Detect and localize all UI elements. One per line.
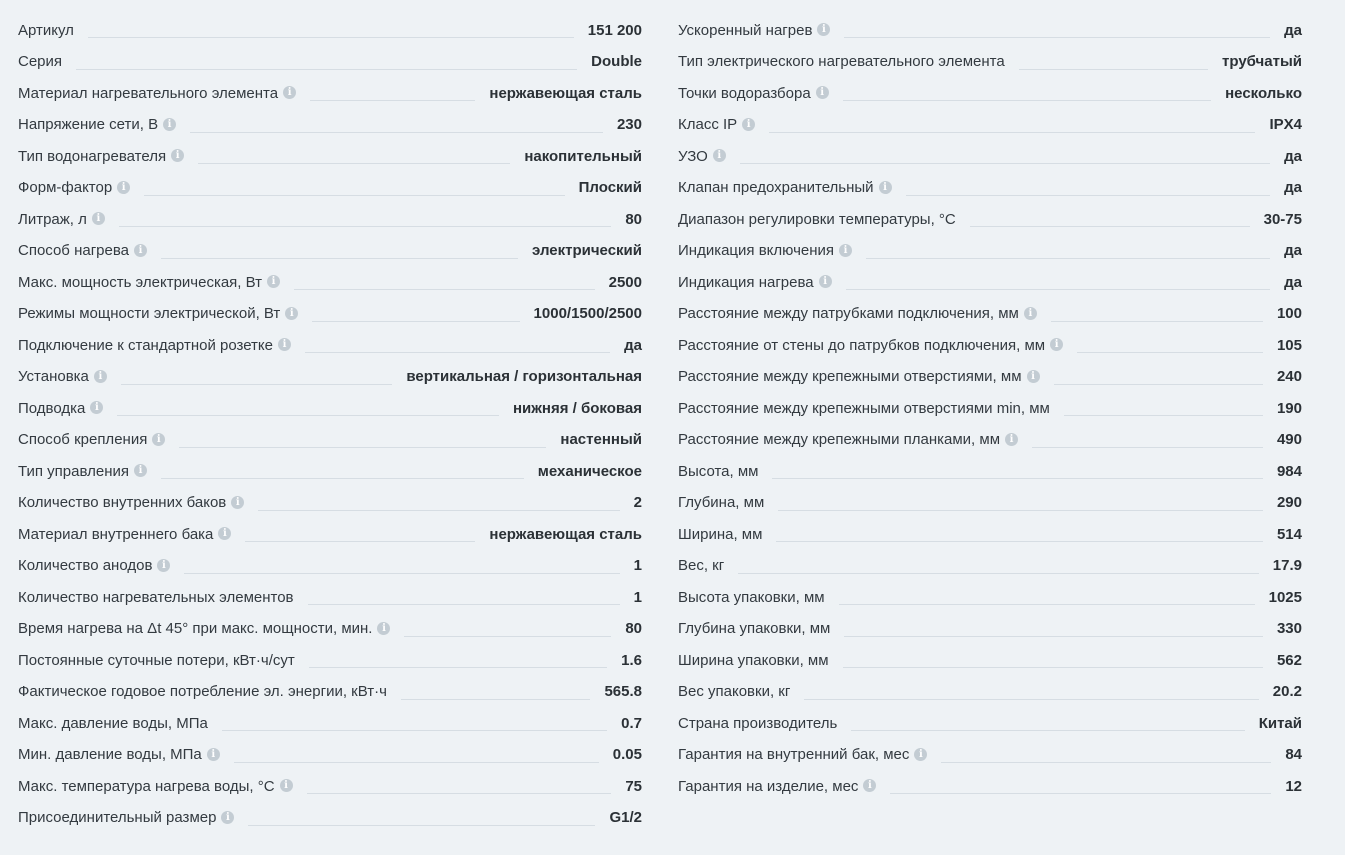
leader-line bbox=[1032, 447, 1263, 448]
info-icon[interactable]: i bbox=[134, 464, 147, 477]
spec-label bbox=[18, 589, 294, 607]
info-icon[interactable]: i bbox=[152, 433, 165, 446]
spec-label-text: Макс. мощность электрическая, Вт bbox=[18, 273, 263, 291]
spec-row bbox=[678, 551, 1302, 583]
spec-label bbox=[678, 179, 892, 197]
spec-row bbox=[678, 78, 1302, 110]
spec-label bbox=[678, 274, 832, 292]
spec-label bbox=[18, 337, 291, 355]
info-icon[interactable]: i bbox=[117, 181, 130, 194]
leader-line bbox=[769, 132, 1255, 133]
spec-label bbox=[18, 22, 74, 40]
leader-line bbox=[245, 541, 475, 542]
spec-label-text: Вес, кг bbox=[678, 557, 725, 575]
spec-label-text: Способ нагрева bbox=[18, 242, 129, 260]
spec-label bbox=[18, 179, 130, 197]
spec-row bbox=[678, 299, 1302, 331]
spec-row bbox=[18, 267, 642, 299]
spec-value: 100 bbox=[1276, 305, 1302, 323]
leader-line bbox=[843, 667, 1263, 668]
spec-label bbox=[18, 116, 176, 134]
spec-value: несколько bbox=[1225, 84, 1302, 102]
info-icon[interactable]: i bbox=[1027, 370, 1040, 383]
spec-value: 230 bbox=[616, 116, 642, 134]
spec-row bbox=[18, 78, 642, 110]
info-icon[interactable]: i bbox=[817, 23, 830, 36]
spec-label bbox=[18, 778, 293, 796]
leader-line bbox=[248, 825, 595, 826]
info-icon[interactable]: i bbox=[742, 118, 755, 131]
spec-row bbox=[18, 393, 642, 425]
leader-line bbox=[310, 100, 475, 101]
spec-value: нержавеющая сталь bbox=[489, 525, 642, 543]
leader-line bbox=[119, 226, 611, 227]
spec-row bbox=[18, 141, 642, 173]
spec-label-text: Страна производитель bbox=[678, 714, 838, 732]
spec-label-text: Ширина, мм bbox=[678, 525, 763, 543]
spec-label-text: Высота, мм bbox=[678, 462, 759, 480]
spec-value: 2 bbox=[633, 494, 642, 512]
info-icon[interactable]: i bbox=[92, 212, 105, 225]
info-icon[interactable]: i bbox=[94, 370, 107, 383]
spec-label bbox=[678, 715, 837, 733]
spec-row bbox=[678, 173, 1302, 205]
spec-row bbox=[678, 425, 1302, 457]
leader-line bbox=[851, 730, 1244, 731]
spec-row bbox=[678, 393, 1302, 425]
spec-label-text: Тип водонагревателя bbox=[18, 147, 167, 165]
leader-line bbox=[890, 793, 1271, 794]
spec-label bbox=[678, 463, 758, 481]
spec-row bbox=[678, 519, 1302, 551]
leader-line bbox=[161, 258, 518, 259]
spec-value: 290 bbox=[1276, 494, 1302, 512]
spec-label bbox=[18, 683, 387, 701]
spec-value: накопительный bbox=[524, 147, 642, 165]
spec-value: 30-75 bbox=[1263, 210, 1302, 228]
spec-row bbox=[18, 551, 642, 583]
spec-value: 151 200 bbox=[587, 21, 642, 39]
spec-row bbox=[18, 425, 642, 457]
spec-value: 84 bbox=[1285, 746, 1302, 764]
spec-label-text: Класс IP bbox=[678, 116, 738, 134]
info-icon[interactable]: i bbox=[816, 86, 829, 99]
info-icon[interactable]: i bbox=[163, 118, 176, 131]
leader-line bbox=[294, 289, 595, 290]
leader-line bbox=[1064, 415, 1263, 416]
spec-value: да bbox=[1284, 147, 1302, 165]
spec-value: трубчатый bbox=[1222, 53, 1302, 71]
spec-value: 80 bbox=[625, 620, 642, 638]
spec-value: 1 bbox=[633, 557, 642, 575]
spec-label bbox=[678, 589, 825, 607]
spec-label bbox=[18, 400, 103, 418]
spec-value: 17.9 bbox=[1272, 557, 1302, 575]
spec-label bbox=[678, 778, 876, 796]
info-icon[interactable]: i bbox=[863, 779, 876, 792]
leader-line bbox=[161, 478, 524, 479]
spec-label bbox=[18, 463, 147, 481]
spec-value: вертикальная / горизонтальная bbox=[406, 368, 642, 386]
spec-value: да bbox=[1284, 21, 1302, 39]
spec-value: Плоский bbox=[578, 179, 642, 197]
spec-value: 1.6 bbox=[621, 651, 642, 669]
spec-label bbox=[18, 746, 220, 764]
spec-row bbox=[678, 141, 1302, 173]
spec-value: 490 bbox=[1276, 431, 1302, 449]
leader-line bbox=[144, 195, 564, 196]
leader-line bbox=[309, 667, 607, 668]
spec-value: 1 bbox=[633, 588, 642, 606]
spec-label-text: Количество нагревательных элементов bbox=[18, 588, 294, 606]
spec-row bbox=[678, 708, 1302, 740]
spec-row bbox=[18, 236, 642, 268]
specs-column-left bbox=[18, 15, 642, 834]
spec-row bbox=[18, 582, 642, 614]
spec-row bbox=[18, 204, 642, 236]
info-icon[interactable]: i bbox=[231, 496, 244, 509]
spec-label-text: Серия bbox=[18, 53, 63, 71]
spec-label bbox=[18, 242, 147, 260]
spec-row bbox=[18, 740, 642, 772]
spec-value: 0.7 bbox=[621, 714, 642, 732]
info-icon[interactable]: i bbox=[207, 748, 220, 761]
spec-label-text: Форм-фактор bbox=[18, 179, 113, 197]
spec-row bbox=[18, 488, 642, 520]
spec-value: 0.05 bbox=[612, 746, 642, 764]
leader-line bbox=[222, 730, 607, 731]
info-icon[interactable]: i bbox=[713, 149, 726, 162]
spec-label bbox=[18, 274, 280, 292]
leader-line bbox=[88, 37, 574, 38]
spec-value: 514 bbox=[1276, 525, 1302, 543]
spec-label bbox=[678, 431, 1018, 449]
leader-line bbox=[198, 163, 510, 164]
spec-value: 330 bbox=[1276, 620, 1302, 638]
spec-row bbox=[678, 362, 1302, 394]
spec-label bbox=[18, 652, 295, 670]
leader-line bbox=[843, 100, 1211, 101]
spec-row bbox=[678, 15, 1302, 47]
info-icon[interactable]: i bbox=[221, 811, 234, 824]
spec-row bbox=[18, 708, 642, 740]
spec-label-text: Присоединительный размер bbox=[18, 809, 217, 827]
spec-label bbox=[678, 557, 724, 575]
spec-label-text: Высота упаковки, мм bbox=[678, 588, 825, 606]
spec-row bbox=[678, 677, 1302, 709]
spec-value: G1/2 bbox=[609, 809, 642, 827]
leader-line bbox=[740, 163, 1270, 164]
spec-row bbox=[678, 614, 1302, 646]
spec-label-text: Количество анодов bbox=[18, 557, 153, 575]
leader-line bbox=[970, 226, 1250, 227]
spec-label bbox=[678, 148, 726, 166]
info-icon[interactable]: i bbox=[278, 338, 291, 351]
leader-line bbox=[121, 384, 392, 385]
leader-line bbox=[941, 762, 1271, 763]
spec-row bbox=[678, 456, 1302, 488]
leader-line bbox=[776, 541, 1263, 542]
spec-label bbox=[18, 85, 296, 103]
spec-value: 1025 bbox=[1268, 588, 1302, 606]
leader-line bbox=[234, 762, 599, 763]
spec-row bbox=[18, 299, 642, 331]
spec-value: 984 bbox=[1276, 462, 1302, 480]
spec-label-text: Расстояние между крепежными отверстиями min, мм bbox=[678, 399, 1050, 417]
leader-line bbox=[866, 258, 1270, 259]
spec-row bbox=[18, 645, 642, 677]
leader-line bbox=[184, 573, 619, 574]
spec-label bbox=[18, 148, 184, 166]
leader-line bbox=[258, 510, 619, 511]
info-icon[interactable]: i bbox=[134, 244, 147, 257]
spec-value: 12 bbox=[1285, 777, 1302, 795]
leader-line bbox=[305, 352, 610, 353]
leader-line bbox=[844, 636, 1263, 637]
spec-label bbox=[678, 368, 1040, 386]
spec-label bbox=[18, 494, 244, 512]
spec-label-text: Материал внутреннего бака bbox=[18, 525, 214, 543]
leader-line bbox=[1054, 384, 1263, 385]
leader-line bbox=[404, 636, 611, 637]
spec-label-text: Подключение к стандартной розетке bbox=[18, 336, 273, 354]
info-icon[interactable]: i bbox=[90, 401, 103, 414]
spec-label bbox=[678, 53, 1005, 71]
spec-label-text: Тип управления bbox=[18, 462, 129, 480]
spec-label-text: Глубина, мм bbox=[678, 494, 765, 512]
spec-label-text: Напряжение сети, В bbox=[18, 116, 159, 134]
leader-line bbox=[738, 573, 1259, 574]
spec-label bbox=[18, 431, 165, 449]
spec-value: да bbox=[624, 336, 642, 354]
spec-row bbox=[678, 204, 1302, 236]
spec-label-text: Расстояние между патрубками подключения, мм bbox=[678, 305, 1019, 323]
leader-line bbox=[778, 510, 1263, 511]
spec-label bbox=[678, 620, 830, 638]
spec-label bbox=[18, 53, 62, 71]
leader-line bbox=[312, 321, 519, 322]
spec-label-text: Ширина упаковки, мм bbox=[678, 651, 829, 669]
spec-label bbox=[678, 683, 790, 701]
spec-value: 190 bbox=[1276, 399, 1302, 417]
spec-label-text: Точки водоразбора bbox=[678, 84, 811, 102]
spec-row bbox=[18, 771, 642, 803]
spec-row bbox=[18, 614, 642, 646]
info-icon[interactable]: i bbox=[283, 86, 296, 99]
leader-line bbox=[76, 69, 577, 70]
leader-line bbox=[844, 37, 1270, 38]
spec-label bbox=[678, 305, 1037, 323]
spec-label-text: Количество внутренних баков bbox=[18, 494, 227, 512]
spec-row bbox=[18, 330, 642, 362]
leader-line bbox=[179, 447, 546, 448]
spec-row bbox=[678, 645, 1302, 677]
spec-label-text: Постоянные суточные потери, кВт·ч/сут bbox=[18, 651, 295, 669]
spec-value: да bbox=[1284, 242, 1302, 260]
info-icon[interactable]: i bbox=[1005, 433, 1018, 446]
spec-label bbox=[18, 557, 170, 575]
leader-line bbox=[308, 604, 620, 605]
spec-label bbox=[678, 116, 755, 134]
spec-label bbox=[678, 22, 830, 40]
spec-label-text: Глубина упаковки, мм bbox=[678, 620, 831, 638]
spec-row bbox=[18, 803, 642, 835]
spec-value: 105 bbox=[1276, 336, 1302, 354]
spec-label-text: Вес упаковки, кг bbox=[678, 683, 791, 701]
spec-row bbox=[678, 267, 1302, 299]
spec-value: нижняя / боковая bbox=[512, 399, 642, 417]
spec-row bbox=[678, 740, 1302, 772]
leader-line bbox=[1077, 352, 1263, 353]
spec-row bbox=[678, 488, 1302, 520]
spec-label bbox=[18, 211, 105, 229]
info-icon[interactable]: i bbox=[1024, 307, 1037, 320]
spec-value: IPX4 bbox=[1269, 116, 1302, 134]
spec-label bbox=[18, 526, 231, 544]
spec-label-text: Гарантия на изделие, мес bbox=[678, 777, 859, 795]
spec-value: 2500 bbox=[608, 273, 642, 291]
spec-row bbox=[18, 15, 642, 47]
spec-row bbox=[678, 47, 1302, 79]
spec-value: 240 bbox=[1276, 368, 1302, 386]
leader-line bbox=[846, 289, 1271, 290]
spec-row bbox=[678, 236, 1302, 268]
specs-column-right bbox=[678, 15, 1302, 834]
leader-line bbox=[839, 604, 1255, 605]
spec-value: настенный bbox=[560, 431, 642, 449]
spec-value: 80 bbox=[625, 210, 642, 228]
spec-label bbox=[678, 211, 956, 229]
leader-line bbox=[401, 699, 591, 700]
spec-value: 1000/1500/2500 bbox=[533, 305, 642, 323]
spec-label bbox=[678, 400, 1050, 418]
spec-value: да bbox=[1284, 179, 1302, 197]
specs-table bbox=[18, 15, 1302, 834]
spec-row bbox=[678, 771, 1302, 803]
spec-label-text: Мин. давление воды, МПа bbox=[18, 746, 202, 764]
spec-row bbox=[18, 362, 642, 394]
spec-row bbox=[18, 173, 642, 205]
spec-label-text: Материал нагревательного элемента bbox=[18, 84, 279, 102]
spec-value: нержавеющая сталь bbox=[489, 84, 642, 102]
spec-label-text: Макс. давление воды, МПа bbox=[18, 714, 208, 732]
spec-row bbox=[18, 47, 642, 79]
spec-value: 565.8 bbox=[604, 683, 642, 701]
spec-label bbox=[678, 242, 852, 260]
spec-label-text: Индикация нагрева bbox=[678, 273, 814, 291]
spec-label-text: Диапазон регулировки температуры, °С bbox=[678, 210, 956, 228]
spec-label-text: Время нагрева на Δt 45° при макс. мощности, мин. bbox=[18, 620, 373, 638]
info-icon[interactable]: i bbox=[1050, 338, 1063, 351]
spec-label-text: Ускоренный нагрев bbox=[678, 21, 813, 39]
spec-label bbox=[678, 526, 762, 544]
spec-label-text: Расстояние между крепежными планками, мм bbox=[678, 431, 1001, 449]
leader-line bbox=[117, 415, 499, 416]
leader-line bbox=[772, 478, 1262, 479]
spec-label bbox=[678, 85, 829, 103]
spec-label-text: Гарантия на внутренний бак, мес bbox=[678, 746, 910, 764]
info-icon[interactable]: i bbox=[377, 622, 390, 635]
spec-value: механическое bbox=[537, 462, 642, 480]
spec-label bbox=[18, 809, 234, 827]
leader-line bbox=[190, 132, 603, 133]
spec-label-text: Способ крепления bbox=[18, 431, 148, 449]
info-icon[interactable]: i bbox=[157, 559, 170, 572]
spec-label bbox=[18, 620, 390, 638]
spec-label-text: Тип электрического нагревательного элемента bbox=[678, 53, 1005, 71]
spec-value: Китай bbox=[1258, 714, 1302, 732]
spec-label-text: Подводка bbox=[18, 399, 86, 417]
info-icon[interactable]: i bbox=[280, 779, 293, 792]
leader-line bbox=[906, 195, 1271, 196]
info-icon[interactable]: i bbox=[839, 244, 852, 257]
spec-label-text: Индикация включения bbox=[678, 242, 835, 260]
spec-label-text: Режимы мощности электрической, Вт bbox=[18, 305, 281, 323]
spec-value: да bbox=[1284, 273, 1302, 291]
info-icon[interactable]: i bbox=[218, 527, 231, 540]
spec-label bbox=[18, 715, 208, 733]
info-icon[interactable]: i bbox=[914, 748, 927, 761]
spec-label-text: Литраж, л bbox=[18, 210, 87, 228]
spec-label bbox=[678, 652, 829, 670]
spec-label-text: Расстояние между крепежными отверстиями, мм bbox=[678, 368, 1022, 386]
spec-label bbox=[18, 368, 107, 386]
spec-row bbox=[678, 582, 1302, 614]
spec-value: электрический bbox=[532, 242, 642, 260]
spec-label bbox=[18, 305, 298, 323]
spec-row bbox=[18, 519, 642, 551]
spec-row bbox=[18, 456, 642, 488]
spec-row bbox=[678, 110, 1302, 142]
spec-label-text: Макс. температура нагрева воды, °С bbox=[18, 777, 275, 795]
leader-line bbox=[307, 793, 612, 794]
spec-label-text: Расстояние от стены до патрубков подключения, мм bbox=[678, 336, 1046, 354]
spec-label-text: Артикул bbox=[18, 21, 74, 39]
spec-value: 562 bbox=[1276, 651, 1302, 669]
spec-row bbox=[18, 110, 642, 142]
info-icon[interactable]: i bbox=[171, 149, 184, 162]
info-icon[interactable]: i bbox=[819, 275, 832, 288]
leader-line bbox=[804, 699, 1258, 700]
spec-label bbox=[678, 494, 764, 512]
spec-label bbox=[678, 337, 1063, 355]
spec-label-text: Клапан предохранительный bbox=[678, 179, 874, 197]
info-icon[interactable]: i bbox=[879, 181, 892, 194]
spec-row bbox=[18, 677, 642, 709]
spec-label-text: Фактическое годовое потребление эл. энергии, кВт·ч bbox=[18, 683, 387, 701]
leader-line bbox=[1019, 69, 1208, 70]
spec-value: 20.2 bbox=[1272, 683, 1302, 701]
spec-label bbox=[678, 746, 927, 764]
spec-label-text: УЗО bbox=[678, 147, 708, 165]
info-icon[interactable]: i bbox=[285, 307, 298, 320]
leader-line bbox=[1051, 321, 1263, 322]
spec-value: 75 bbox=[625, 777, 642, 795]
spec-label-text: Установка bbox=[18, 368, 89, 386]
spec-value: Double bbox=[591, 53, 642, 71]
info-icon[interactable]: i bbox=[267, 275, 280, 288]
spec-row bbox=[678, 330, 1302, 362]
